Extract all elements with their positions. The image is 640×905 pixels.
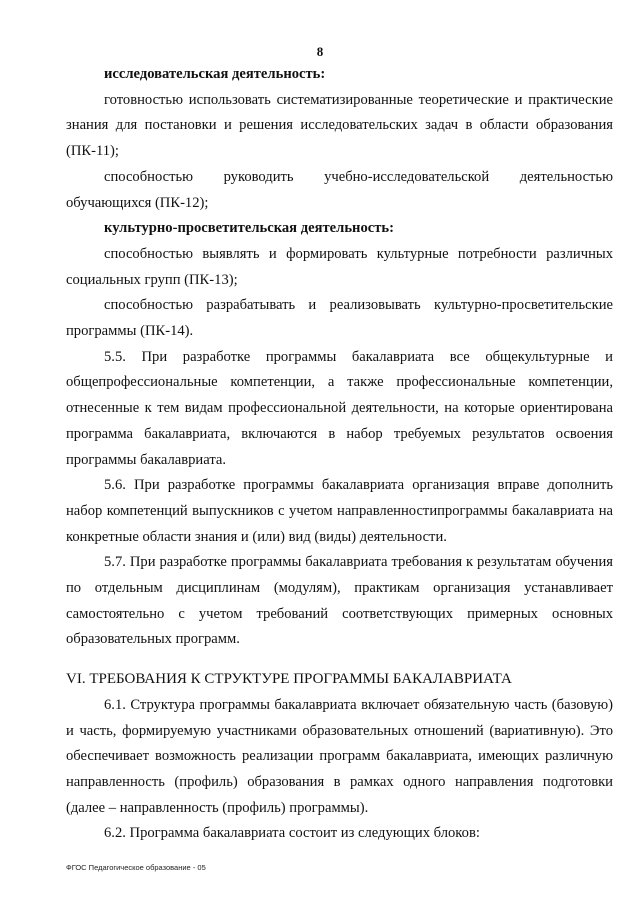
paragraph-5-5: 5.5. При разработке программы бакалавриата все общекультурные и общепрофессиональные компетенции, а также профессиональные компетенции, отнесенные к тем видам профессиональной деятельности, на которые ориентирована программа бакалавриата, включаются в набор требуемых результатов освоения программы бакалавриата. [66,348,613,468]
paragraph-pk13: способностью выявлять и формировать культурные потребности различных социальных групп (ПК-13); [66,245,613,288]
paragraph-pk14: способностью разрабатывать и реализовывать культурно-просветительские программы (ПК-14). [66,297,613,340]
heading-research: исследовательская деятельность: [104,66,326,82]
paragraph-5-7: 5.7. При разработке программы бакалавриата требования к результатам обучения по отдельным дисциплинам (модулям), практикам организация устанавливает самостоятельно с учетом требований соответствующих примерных основных образовательных программ. [66,554,613,648]
page-number: 8 [316,44,324,59]
footer-text: ФГОС Педагогическое образование - 05 [66,863,206,872]
section-title: VI. ТРЕБОВАНИЯ К СТРУКТУРЕ ПРОГРАММЫ БАКАЛАВРИАТА [66,671,512,688]
paragraph-5-6: 5.6. При разработке программы бакалавриата организация вправе дополнить набор компетенций выпускников с учетом направленностипрограммы бакалавриата на конкретные области знания и (или) вид (виды) деятельности. [66,477,613,545]
paragraph-6-2: 6.2. Программа бакалавриата состоит из следующих блоков: [104,825,480,842]
paragraph-pk11: готовностью использовать систематизированные теоретические и практические знания для постановки и решения исследовательских задач в области образования (ПК-11); [66,91,613,160]
paragraph-pk12: способностью руководить учебно-исследовательской деятельностью обучающихся (ПК-12); [66,168,613,211]
heading-cultural: культурно-просветительская деятельность: [104,220,394,237]
page-body [66,62,613,847]
paragraph-6-1: 6.1. Структура программы бакалавриата включает обязательную часть (базовую) и часть, формируемую участниками образовательных отношений (вариативную). Это обеспечивает возможность реализации программ бакалавриата, имеющих различную направленность (профиль) образования в рамках одного направления подготовки (далее – направленность (профиль) программы). [66,696,613,816]
